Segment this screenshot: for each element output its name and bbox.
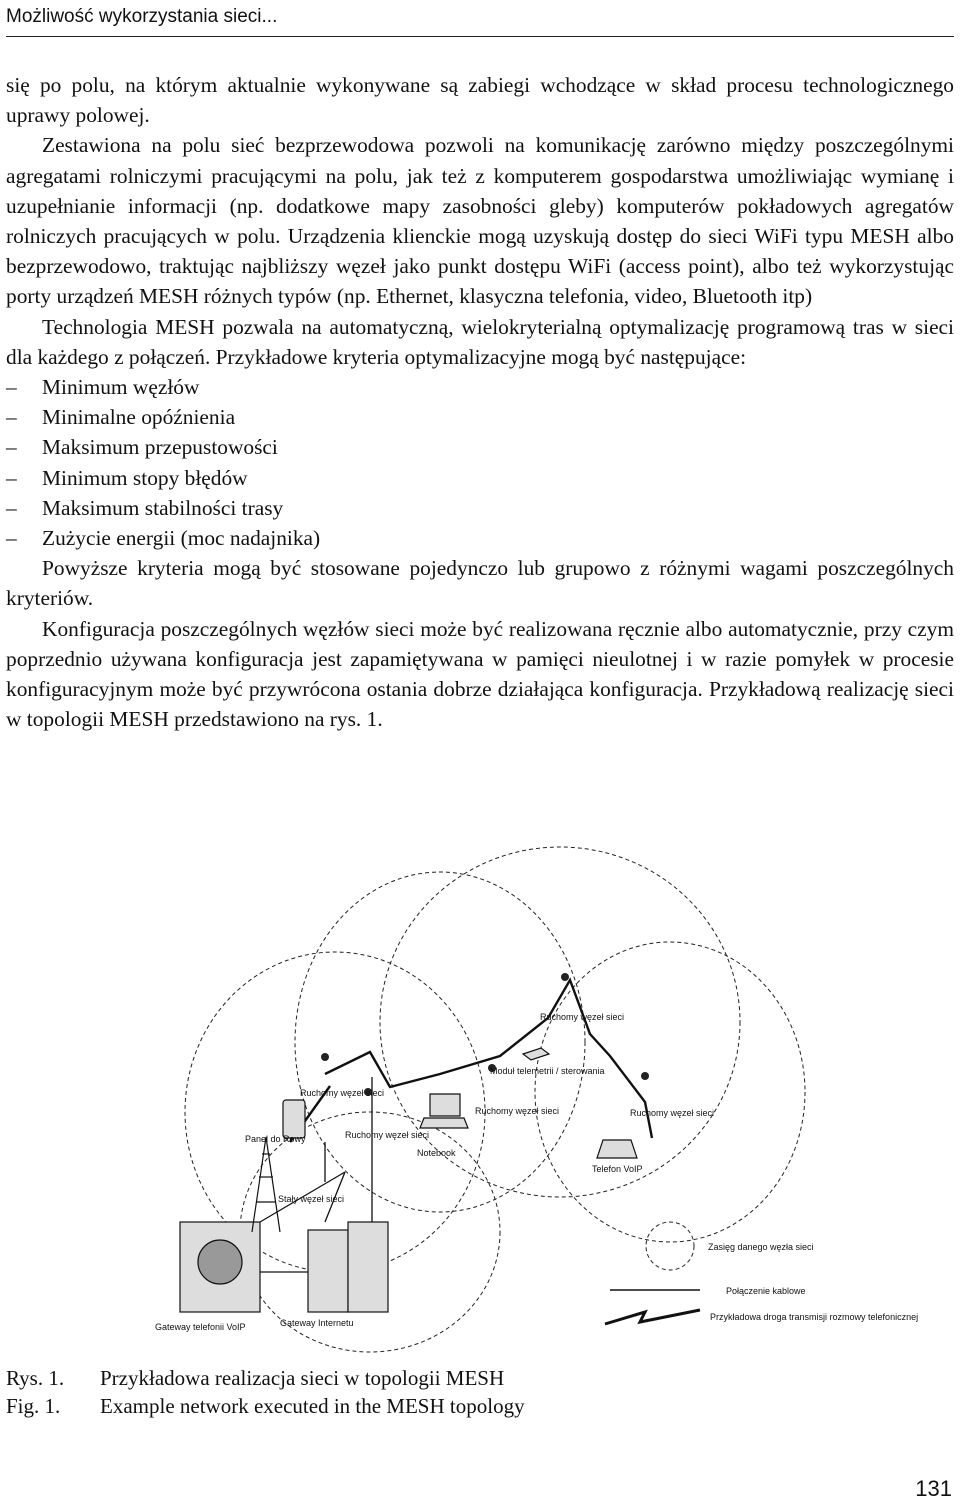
notebook-icon <box>420 1094 468 1128</box>
fig-label-mobile-node-right: Ruchomy węzeł sieci <box>630 1108 715 1118</box>
panel-device <box>283 1100 305 1138</box>
caption-text: Przykładowa realizacja sieci w topologii MESH <box>100 1366 505 1390</box>
fig-label-gateway-voip: Gateway telefonii VoIP <box>155 1322 246 1332</box>
fig-label-telemetry: Moduł telemetrii / sterowania <box>490 1066 605 1076</box>
legend-cable-label: Połączenie kablowe <box>726 1286 806 1296</box>
list-item <box>6 372 954 402</box>
list-item <box>6 493 954 523</box>
list-item <box>6 432 954 462</box>
list-item-text: Maksimum stabilności trasy <box>42 495 284 520</box>
legend-wireless-icon <box>605 1310 700 1324</box>
fig-label-voip-phone: Telefon VoIP <box>592 1164 643 1174</box>
range-circle <box>535 942 805 1242</box>
figure-legend <box>605 1222 918 1324</box>
list-item <box>6 523 954 553</box>
caption-label: Fig. 1. <box>6 1394 61 1418</box>
fig-label-mobile-node-mid: Ruchomy węzeł sieci <box>475 1106 560 1116</box>
list-dash: – <box>6 465 17 490</box>
list-dash: – <box>6 405 17 430</box>
range-circle <box>380 847 740 1197</box>
page-number: 131 <box>915 1476 952 1501</box>
caption-row <box>6 1392 525 1420</box>
node-antenna <box>561 973 569 981</box>
paragraph-2: Zestawiona na polu sieć bezprzewodowa pozwoli na komunikację zarówno między poszczególnymi agregatami rolniczymi pracującymi na polu, jak też z komputerem gospodarstwa umożliwiając wymianę i uzupełnianie informacji (np. dodatkowe mapy zasobności gleby) komputerów pokładowych agregatów rolniczych pracujących w polu. Urządzenia klienckie mogą uzyskują dostęp do sieci WiFi typu MESH albo bezprzewodowo, traktując najbliższy węzeł jako punkt dostępu WiFi (access point), albo też wykorzystując porty urządzeń MESH różnych typów (np. Ethernet, klasyczna telefonia, video, Bluetooth itp) <box>6 133 954 309</box>
paragraph-1: się po polu, na którym aktualnie wykonywane są zabiegi wchodzące w skład procesu technologicznego uprawy polowej. <box>6 73 954 128</box>
list-item-text: Maksimum przepustowości <box>42 435 278 460</box>
mesh-network-figure <box>140 842 919 1362</box>
legend-range-label: Zasięg danego węzła sieci <box>708 1242 814 1252</box>
gateway-voip-wheel <box>198 1240 242 1284</box>
fig-label-notebook: Notebook <box>417 1148 456 1158</box>
voip-phone-icon <box>597 1140 637 1158</box>
fig-label-fixed-node: Stały węzeł sieci <box>278 1194 345 1204</box>
fig-label-gateway-internet: Gateway Internetu <box>280 1318 354 1328</box>
list-item-text: Zużycie energii (moc nadajnika) <box>42 526 321 551</box>
range-circle <box>295 872 585 1212</box>
caption-text: Example network executed in the MESH topology <box>100 1394 525 1418</box>
telemetry-module <box>523 1048 549 1060</box>
list-dash: – <box>6 435 17 460</box>
caption-row <box>6 1364 525 1392</box>
body-text <box>6 70 954 734</box>
gateway-internet-device <box>308 1230 348 1312</box>
fig-label-mobile-node-center: Ruchomy węzeł sieci <box>345 1130 430 1140</box>
list-dash: – <box>6 526 17 551</box>
fig-label-panel: Panel do Rowy <box>245 1134 306 1144</box>
fig-label-mobile-node-top: Ruchomy węzeł sieci <box>540 1012 625 1022</box>
list-item <box>6 463 954 493</box>
paragraph-3: Technologia MESH pozwala na automatyczną, wielokryterialną optymalizację programową tras w sieci dla każdego z połączeń. Przykładowe kryteria optymalizacyjne mogą być następujące: <box>6 314 954 369</box>
figure-caption <box>6 1364 525 1420</box>
list-dash: – <box>6 375 17 400</box>
paragraph-5: Konfiguracja poszczególnych węzłów sieci może być realizowana ręcznie albo automatycznie, przy czym poprzednio używana konfiguracja jest zapamiętywana w pamięci nieulotnej i w razie pomyłek w procesie konfiguracyjnym może być przywrócona ostania dobrze działająca konfiguracja. Przykładową realizację sieci w topologii MESH przedstawiono na rys. 1. <box>6 616 954 732</box>
list-item-text: Minimalne opóźnienia <box>42 405 236 430</box>
running-header <box>6 2 954 37</box>
node-antenna <box>641 1072 649 1080</box>
criteria-list <box>6 372 954 553</box>
paragraph-4: Powyższe kryteria mogą być stosowane pojedynczo lub grupowo z różnymi wagami poszczególnych kryteriów. <box>6 556 954 611</box>
fig-label-mobile-node-left: Ruchomy węzeł sieci <box>300 1088 385 1098</box>
list-item <box>6 402 954 432</box>
running-title: Możliwość wykorzystania sieci... <box>6 6 278 27</box>
list-item-text: Minimum węzłów <box>42 375 200 400</box>
mesh-network-diagram <box>140 842 919 1362</box>
node-antenna <box>321 1053 329 1061</box>
legend-wireless-label: Przykładowa droga transmisji rozmowy telefonicznej <box>710 1312 919 1322</box>
legend-range-icon <box>646 1222 694 1270</box>
caption-label: Rys. 1. <box>6 1366 65 1390</box>
list-item-text: Minimum stopy błędów <box>42 465 248 490</box>
list-dash: – <box>6 495 17 520</box>
gateway-internet-device <box>348 1222 388 1312</box>
